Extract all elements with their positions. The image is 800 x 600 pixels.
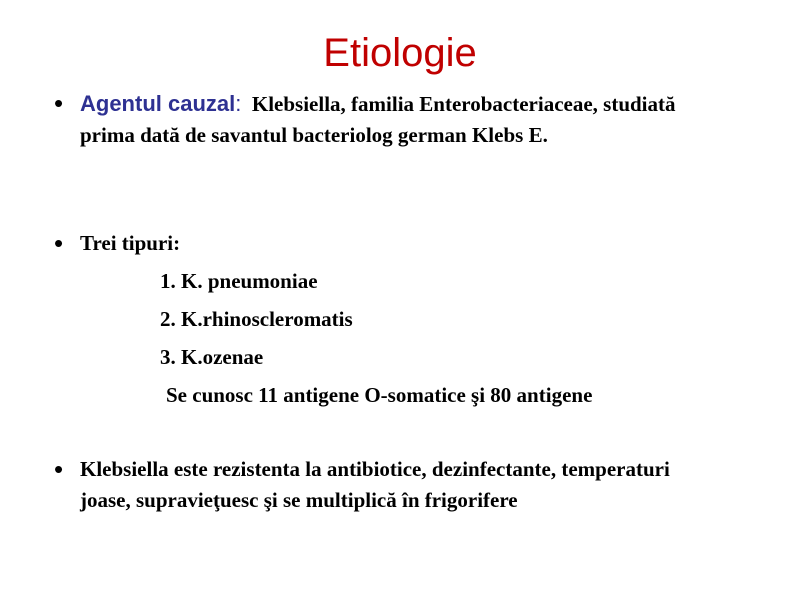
type-item: 2. K.rhinoscleromatis xyxy=(160,307,353,331)
agent-colon: : xyxy=(235,91,242,116)
bullet-dot: • xyxy=(54,454,64,484)
bullet-resistance xyxy=(40,454,760,554)
agent-description: Klebsiella, familia Enterobacteriaceae, studiată prima dată de savantul bacteriolog german Klebs E. xyxy=(80,92,676,147)
slide-title: Etiologie xyxy=(323,31,477,75)
bullet-agent xyxy=(40,88,760,188)
bullet-dot: • xyxy=(54,88,64,118)
agent-label: Agentul cauzal xyxy=(80,91,236,116)
type-item: 1. K. pneumoniae xyxy=(160,269,318,293)
bullet-types xyxy=(40,228,760,259)
bullet-dot: • xyxy=(54,228,64,258)
antigen-note: Se cunosc 11 antigene O-somatice şi 80 antigene xyxy=(166,383,593,407)
type-item: 3. K.ozenae xyxy=(160,345,264,369)
bullet-agent-text xyxy=(80,88,720,151)
resistance-text: Klebsiella este rezistenta la antibiotice, dezinfectante, temperaturi joase, supravieţuesc şi se multiplică în frigorifere xyxy=(80,457,670,512)
types-heading: Trei tipuri: xyxy=(80,231,181,255)
